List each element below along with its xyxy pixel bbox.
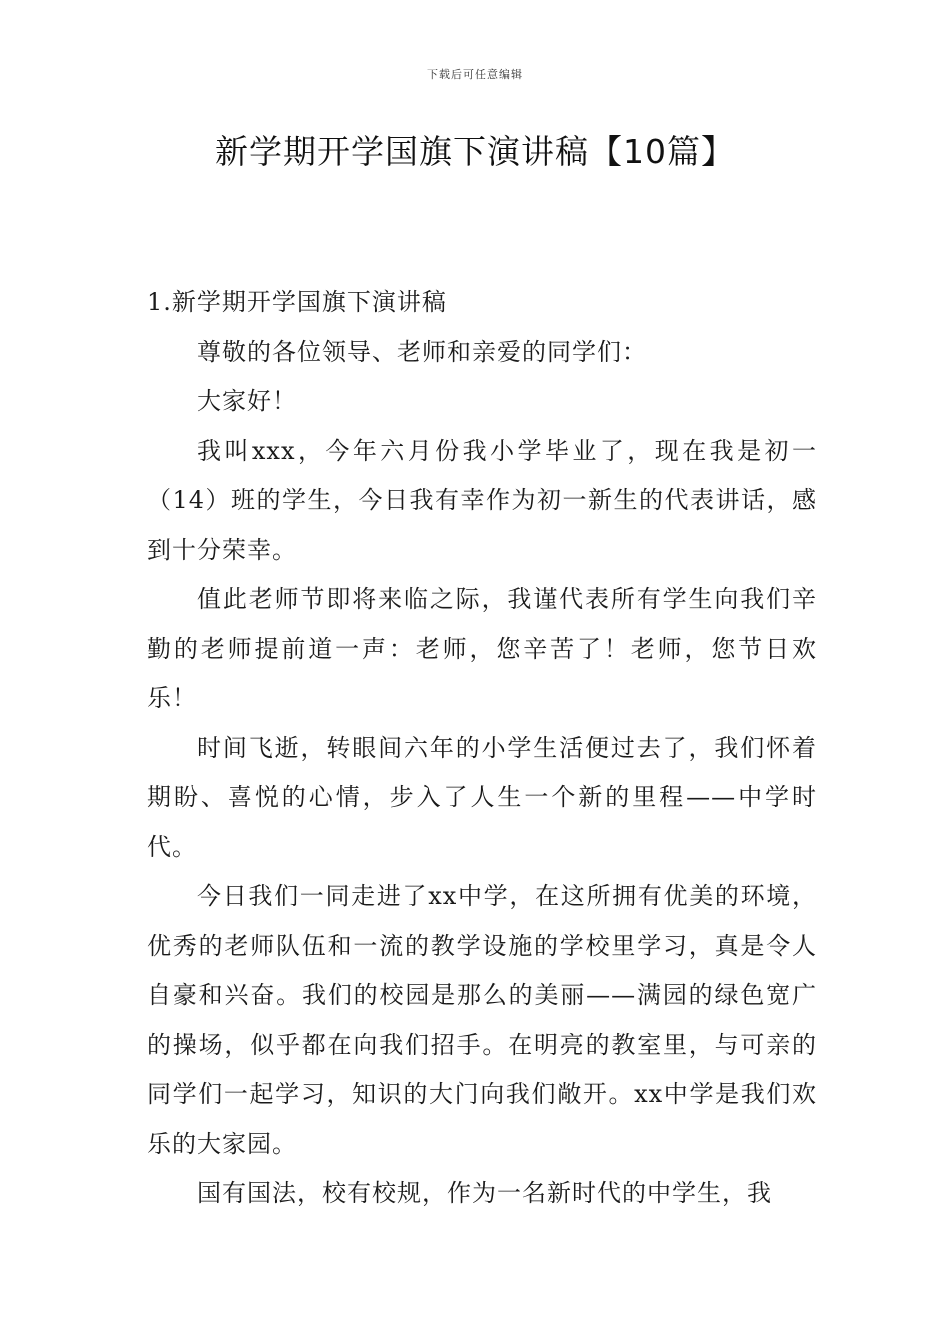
header-note: 下载后可任意编辑	[427, 68, 523, 81]
paragraph-time-flies: 时间飞逝，转眼间六年的小学生活便过去了，我们怀着期盼、喜悦的心情，步入了人生一个新的里程——中学时代。	[147, 733, 817, 861]
paragraph-introduction: 我叫xxx，今年六月份我小学毕业了，现在我是初一（14）班的学生，今日我有幸作为初一新生的代表讲话，感到十分荣幸。	[147, 436, 817, 564]
document-title: 新学期开学国旗下演讲稿【10篇】	[215, 132, 735, 171]
paragraph-teachers-day: 值此老师节即将来临之际，我谨代表所有学生向我们辛勤的老师提前道一声：老师，您辛苦了！老师，您节日欢乐！	[147, 585, 817, 712]
paragraph-school: 今日我们一同走进了xx中学，在这所拥有优美的环境，优秀的老师队伍和一流的教学设施的学校里学习，真是令人自豪和兴奋。我们的校园是那么的美丽——满园的绿色宽广的操场，似乎都在向我们招手。在明亮的教室里，与可亲的同学们一起学习，知识的大门向我们敞开。xx中学是我们欢乐的大家园。	[147, 882, 817, 1158]
paragraph-salutation: 尊敬的各位领导、老师和亲爱的同学们：	[197, 337, 647, 366]
document-body	[147, 278, 817, 1219]
paragraph-rules: 国有国法，校有校规，作为一名新时代的中学生，我	[197, 1179, 772, 1207]
section-heading: 1.新学期开学国旗下演讲稿	[147, 288, 447, 316]
paragraph-greeting: 大家好！	[197, 387, 297, 415]
